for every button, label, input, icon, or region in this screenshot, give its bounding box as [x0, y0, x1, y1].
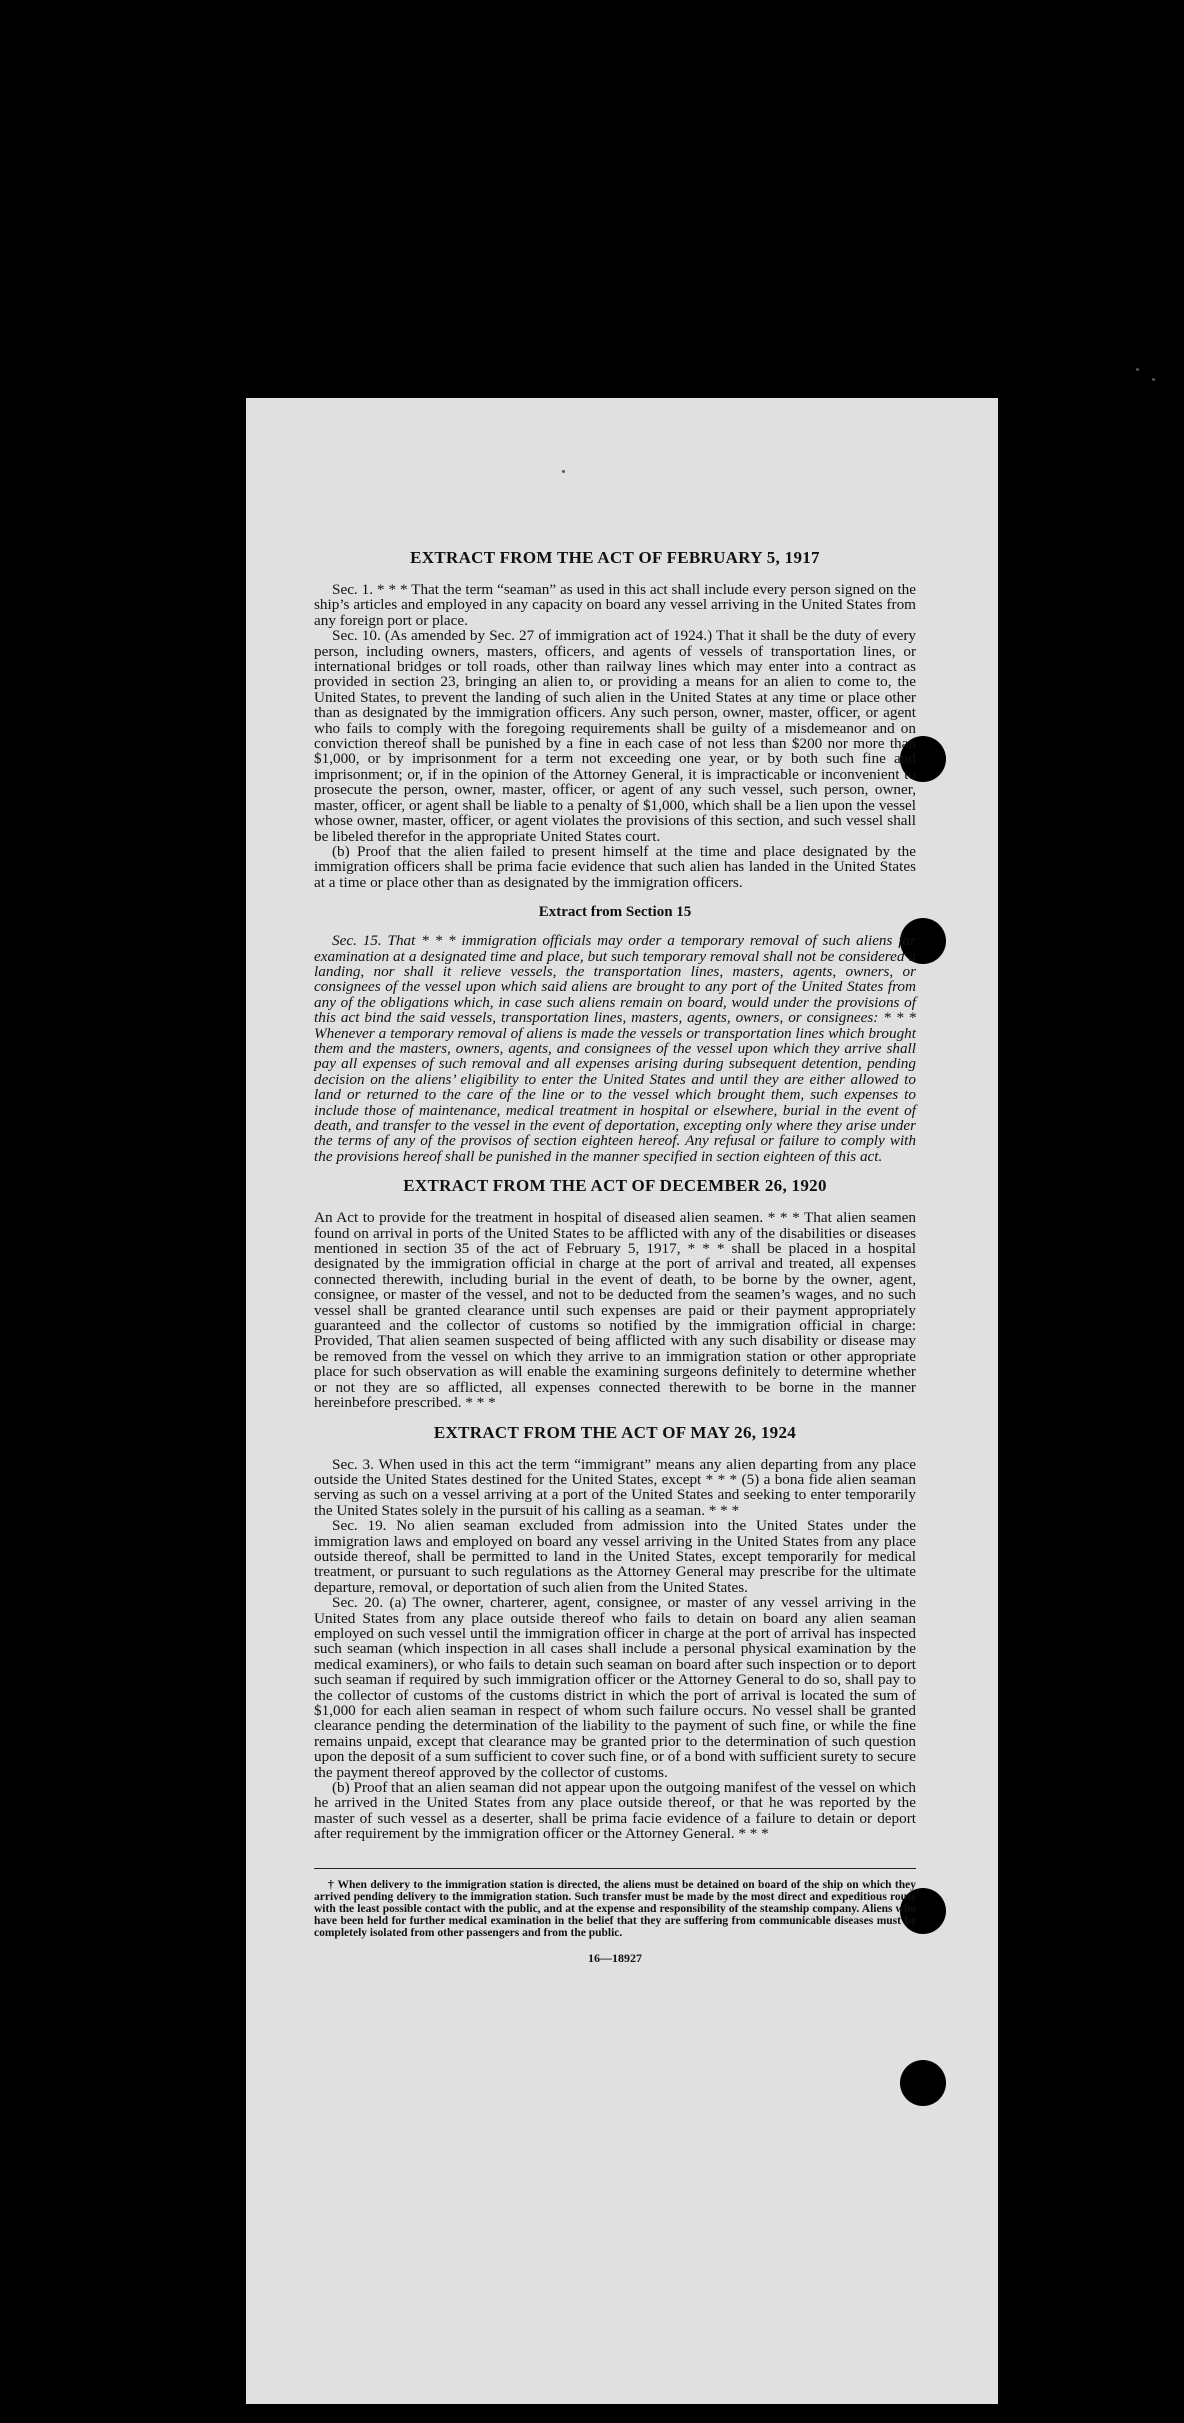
scan-speck [1152, 378, 1155, 381]
section-paragraph: Sec. 1. * * * That the term “seaman” as used in this act shall include every person signed on the ship’s articles and employed in any capacity on board any vessel arriving in the United States from any foreign port or place. [314, 581, 916, 629]
scan-speck [1136, 368, 1139, 371]
section-paragraph: Sec. 19. No alien seaman excluded from admission into the United States under the immigration laws and employed on board any vessel arriving in the United States from any place outside thereof, shall be permitted to land in the United States, except temporarily for medical treatment, or pursuant to such regulations as the Attorney General may prescribe for the ultimate departure, removal, or deportation of such alien from the United States. [314, 1517, 916, 1596]
section-paragraph: An Act to provide for the treatment in hospital of diseased alien seamen. * * * That alien seamen found on arrival in ports of the United States to be afflicted with any of the disabilities or diseases mentioned in section 35 of the act of February 5, 1917, * * * shall be placed in a hospital designated by the immigration official in charge at the port of arrival and treated, all expenses connected therewith, including burial in the event of death, to be borne by the owner, agent, consignee, or master of the vessel, and not to be deducted from the seamen’s wages, and no such vessel shall be granted clearance until such expenses are paid or their payment appropriately guaranteed and the collector of customs so notified by the immigration official in charge: Provided, That alien seamen suspected of being afflicted with any such disability or disease may be removed from the vessel on which they arrive to an immigration station or other appropriate place for such observation as will enable the examining surgeons definitely to determine whether or not they are so afflicted, all expenses connected therewith to be borne in the manner hereinbefore prescribed. * * * [314, 1209, 916, 1412]
punch-hole [900, 2060, 946, 2106]
section-paragraph: Sec. 20. (a) The owner, charterer, agent, consignee, or master of any vessel arriving in the United States from any place outside thereof who fails to detain on board any alien seaman employed on such vessel until the immigration officer in charge at the port of arrival has inspected such seaman (which inspection in all cases shall include a personal physical examination by the medical examiners), or who fails to detain such seaman on board after such inspection or to deport such seaman if required by such immigration officer or the Attorney General to do so, shall pay to the collector of customs of the customs district in which the port of arrival is located the sum of $1,000 for each alien seaman in respect of whom such failure occurs. No vessel shall be granted clearance pending the determination of the liability to the payment of such fine, or while the fine remains unpaid, except that clearance may be granted prior to the determination of such question upon the deposit of a sum sufficient to cover such fine, or of a bond with sufficient surety to secure the payment thereof approved by the collector of customs. [314, 1594, 916, 1781]
scan-speck [562, 470, 565, 473]
footnote: † When delivery to the immigration station is directed, the aliens must be detained on board of the ship on which they arrived pending delivery to the immigration station. Such transfer must be made by the most direct and expeditious route with the least possible contact with the public, and at the expense and responsibility of the steamship company. Aliens who have been held for further medical examination in the belief that they are suffering from communicable diseases must be completely isolated from other passengers and from the public. [314, 1878, 916, 1939]
section-subtitle: Extract from Section 15 [538, 904, 692, 921]
document-page [246, 398, 998, 2404]
section-paragraph: Sec. 15. That * * * immigration officials may order a temporary removal of such aliens for examination at a designated time and place, but such temporary removal shall not be considered a landing, nor shall it relieve vessels, the transportation lines, masters, agents, owners, or consignees of the vessel upon which said aliens are brought to any port of the United States from any of the obligations which, in case such aliens remain on board, would under the provisions of this act bind the said vessels, transportation lines, masters, agents, owners, or consignees: * * * Whenever a temporary removal of aliens is made the vessels or transportation lines which brought them and the masters, owners, agents, and consignees of the vessel upon which they arrive shall pay all expenses of such removal and all expenses arising during subsequent detention, pending decision on the aliens’ eligibility to enter the United States and until they are either allowed to land or returned to the care of the line or to the vessel which brought them, such expenses to include those of maintenance, medical treatment in hospital or elsewhere, burial in the event of death, and transfer to the vessel in the event of deportation, excepting only where they arise under the terms of any of the provisos of section eighteen hereof. Any refusal or failure to comply with the provisions hereof shall be punished in the manner specified in section eighteen of this act. [314, 932, 916, 1165]
document-text [314, 548, 916, 1966]
section-paragraph: Sec. 3. When used in this act the term “immigrant” means any alien departing from any place outside the United States destined for the United States, except * * * (5) a bona fide alien seaman serving as such on a vessel arriving at a port of the United States and seeking to enter temporarily the United States solely in the pursuit of his calling as a seaman. * * * [314, 1455, 916, 1519]
footnote-divider [314, 1868, 916, 1869]
section-paragraph: (b) Proof that the alien failed to present himself at the time and place designated by the immigration officers shall be prima facie evidence that such alien has landed in the United States at a time or place other than as designated by the immigration officers. [314, 842, 916, 891]
section-title: EXTRACT FROM THE ACT OF DECEMBER 26, 1920 [403, 1176, 827, 1196]
section-paragraph: Sec. 10. (As amended by Sec. 27 of immigration act of 1924.) That it shall be the duty of every person, including owners, masters, officers, and agents of vessels of transportation lines, or international bridges or toll roads, other than railway lines which may enter into a contract as provided in section 23, bringing an alien to, or providing a means for an alien to come to, the United States, to prevent the landing of such alien in the United States at any time or place other than as designated by the immigration officers. Any such person, owner, master, officer, or agent who fails to comply with the foregoing requirements shall be guilty of a misdemeanor and on conviction thereof shall be punished by a fine in each case of not less than $200 nor more than $1,000, or by imprisonment for a term not exceeding one year, or by both such fine and imprisonment; or, if in the opinion of the Attorney General, it is impracticable or inconvenient to prosecute the person, owner, master, officer, or agent of any such vessel, such person, owner, master, officer, or agent shall be liable to a penalty of $1,000, which shall be a lien upon the vessel whose owner, master, officer, or agent violates the provisions of this section, and such vessel shall be libeled therefor in the appropriate United States court. [314, 627, 916, 845]
section-title: EXTRACT FROM THE ACT OF MAY 26, 1924 [433, 1422, 797, 1442]
form-number: 16—18927 [588, 1950, 642, 1965]
section-title: EXTRACT FROM THE ACT OF FEBRUARY 5, 1917 [410, 548, 820, 567]
section-paragraph: (b) Proof that an alien seaman did not appear upon the outgoing manifest of the vessel on which he arrived in the United States from any place outside thereof, or that he was reported by the master of such vessel as a deserter, shall be prima facie evidence of a failure to detain or deport after requirement by the immigration officer or the Attorney General. * * * [314, 1779, 916, 1843]
